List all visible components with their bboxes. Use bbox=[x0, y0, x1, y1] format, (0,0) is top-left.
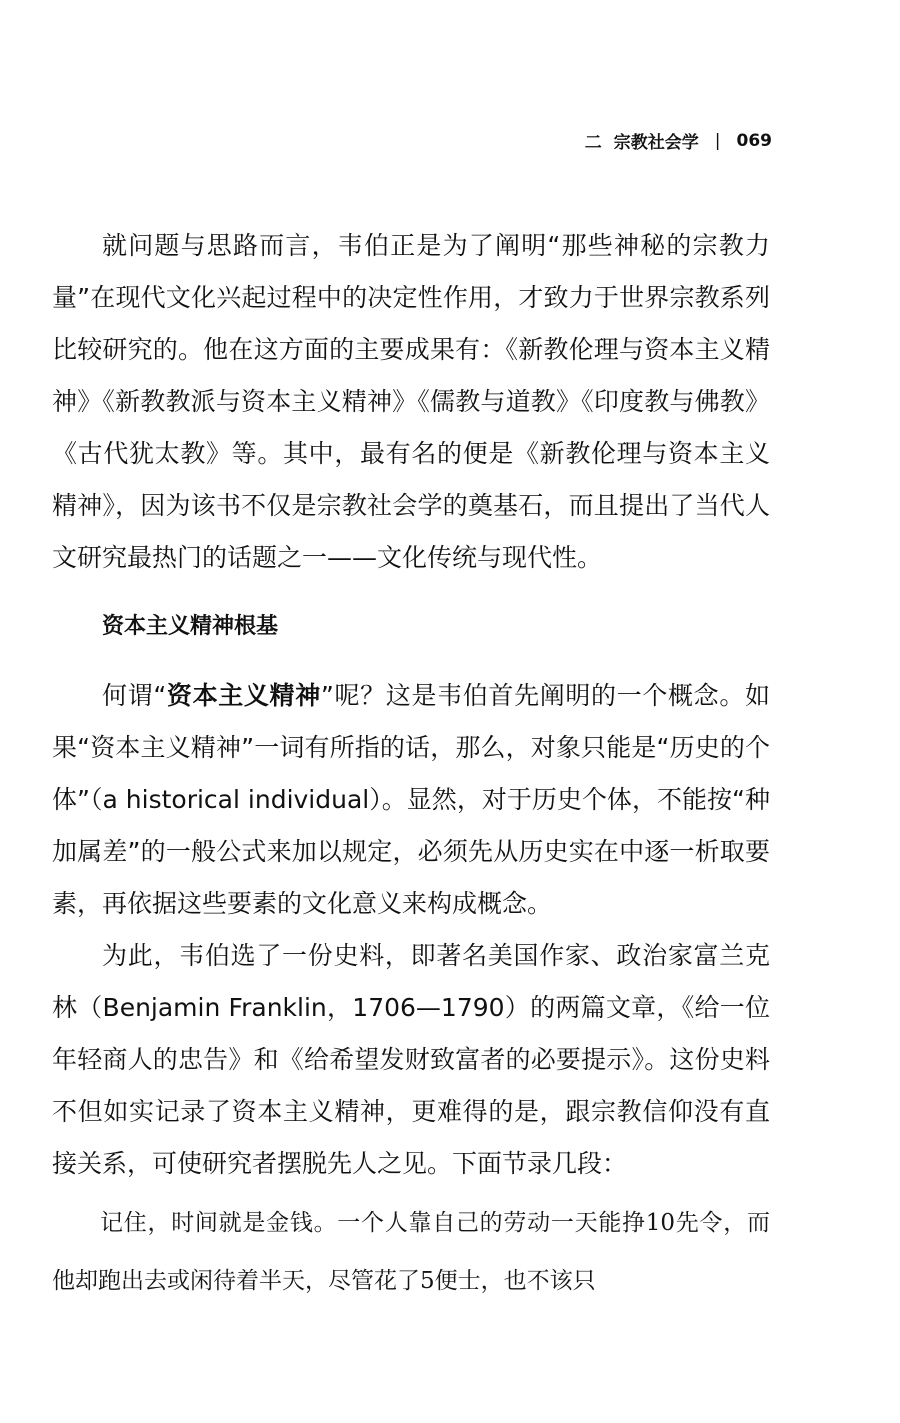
bold-term: 资本主义精神 bbox=[166, 681, 321, 710]
header-separator: | bbox=[714, 130, 721, 151]
running-header bbox=[585, 128, 772, 153]
paragraph-intro: 就问题与思路而言，韦伯正是为了阐明“那些神秘的宗教力量”在现代文化兴起过程中的决定性作用，才致力于世界宗教系列比较研究的。他在这方面的主要成果有：《新教伦理与资本主义精神》《新教教派与资本主义精神》《儒教与道教》《印度教与佛教》《古代犹太教》等。其中，最有名的便是《新教伦理与资本主义精神》，因为该书不仅是宗教社会学的奠基石，而且提出了当代人文研究最热门的话题之一——文化传统与现代性。 bbox=[52, 231, 770, 572]
paragraph-definition-rest: ”呢？这是韦伯首先阐明的一个概念。如果“资本主义精神”一词有所指的话，那么，对象只能是“历史的个体”（a historical individual）。显然，对于历史个体，不能按“种加属差”的一般公式来加以规定，必须先从历史实在中逐一析取要素，再依据这些要素的文化意义来构成概念。 bbox=[52, 681, 770, 918]
paragraph-franklin: 为此，韦伯选了一份史料，即著名美国作家、政治家富兰克林（Benjamin Franklin，1706—1790）的两篇文章，《给一位年轻商人的忠告》和《给希望发财致富者的必要提示》。这份史料不但如实记录了资本主义精神，更难得的是，跟宗教信仰没有直接关系，可使研究者摆脱先人之见。下面节录几段： bbox=[52, 941, 770, 1178]
block-quote: 记住，时间就是金钱。一个人靠自己的劳动一天能挣10先令，而他却跑出去或闲待着半天，尽管花了5便士，也不该只 bbox=[52, 1210, 770, 1294]
page-number: 069 bbox=[736, 130, 772, 151]
section-heading: 资本主义精神根基 bbox=[102, 614, 279, 639]
paragraph-definition bbox=[52, 670, 770, 930]
paragraph-definition-prefix: 何谓“ bbox=[102, 681, 167, 710]
page-body bbox=[52, 220, 770, 1310]
chapter-title: 宗教社会学 bbox=[613, 133, 699, 153]
chapter-number: 二 bbox=[584, 133, 602, 153]
